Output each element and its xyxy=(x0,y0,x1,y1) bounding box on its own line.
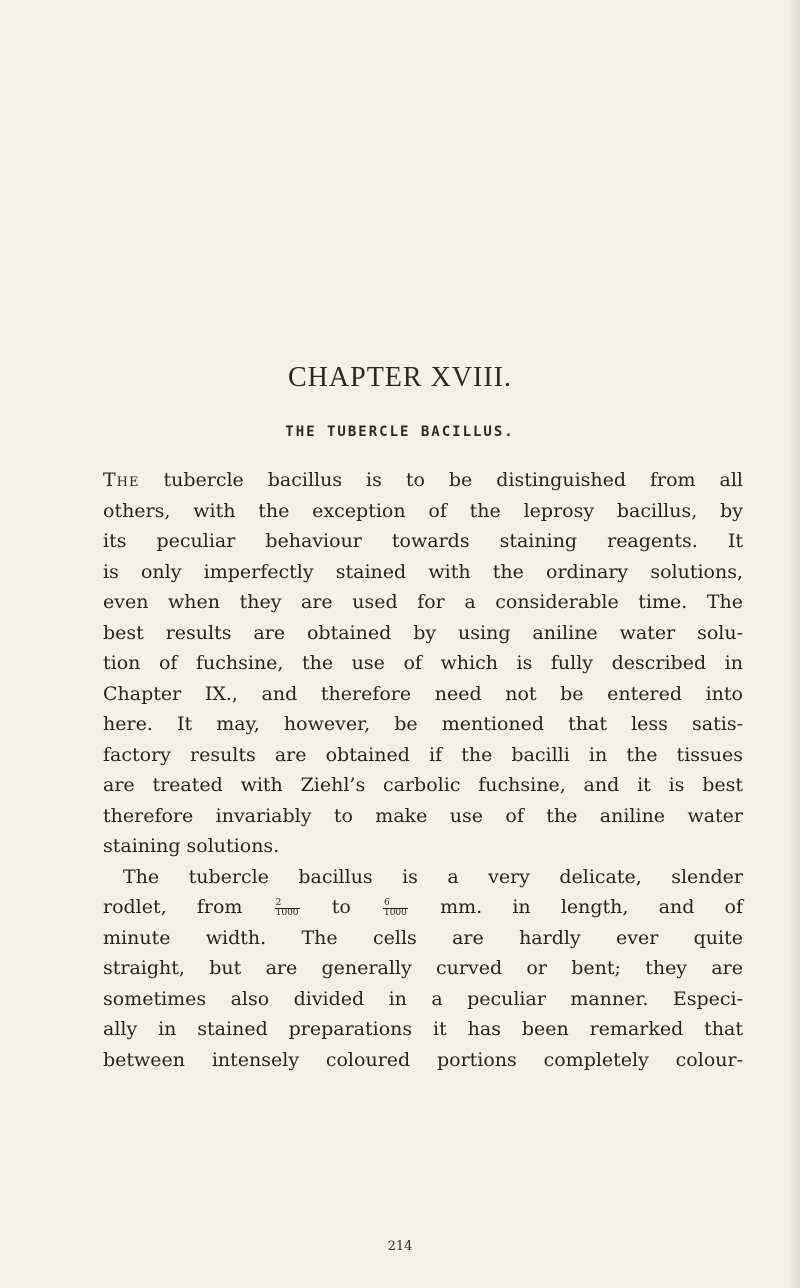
page-number: 214 xyxy=(387,1239,413,1254)
text-line: The tubercle bacillus is a very delicate, slender xyxy=(123,865,743,888)
text-line: minute width. The cells are hardly ever quite xyxy=(103,926,743,949)
text-segment: tubercle bacillus is to be distinguished from all xyxy=(163,469,743,491)
text-line: here. It may, however, be mentioned that less satis- xyxy=(103,713,743,735)
text-line: best results are obtained by using aniline water solu- xyxy=(103,621,743,644)
fraction-numerator: 2 xyxy=(275,899,300,909)
text-line-with-fractions xyxy=(103,892,743,923)
fraction-denominator: 1000 xyxy=(383,907,407,918)
text-line: others, with the exception of the leprosy bacillus, by xyxy=(103,499,743,522)
drop-word: The xyxy=(103,469,140,491)
text-line: are treated with Ziehl’s carbolic fuchsine, and it is best xyxy=(103,774,743,796)
text-line: even when they are used for a considerable time. The xyxy=(103,591,743,613)
text-line: straight, but are generally curved or bent; they are xyxy=(103,957,743,979)
chapter-heading: CHAPTER XVIII. xyxy=(288,362,512,393)
text-line: between intensely coloured portions completely colour- xyxy=(103,1048,743,1071)
text-segment: mm. in length, and of xyxy=(440,896,744,918)
text-line: ally in stained preparations it has been remarked that xyxy=(103,1018,743,1040)
text-line: tion of fuchsine, the use of which is fully described in xyxy=(103,652,743,674)
body-text xyxy=(103,465,743,1075)
page-edge-shadow xyxy=(788,0,800,1288)
text-line: is only imperfectly stained with the ordinary solutions, xyxy=(103,560,743,583)
text-line: factory results are obtained if the bacilli in the tissues xyxy=(103,743,743,766)
section-title: THE TUBERCLE BACILLUS. xyxy=(285,424,515,440)
text-segment: rodlet, from xyxy=(103,896,243,918)
text-line: its peculiar behaviour towards staining reagents. It xyxy=(103,530,743,552)
text-line: staining solutions. xyxy=(103,835,280,857)
fraction xyxy=(383,899,408,918)
text-line: Chapter IX., and therefore need not be entered into xyxy=(103,682,743,705)
fraction-numerator: 6 xyxy=(383,899,408,909)
text-line: therefore invariably to make use of the aniline water xyxy=(103,804,743,827)
text-line: sometimes also divided in a peculiar manner. Especi- xyxy=(103,987,743,1010)
fraction-denominator: 1000 xyxy=(275,907,299,918)
text-segment: to xyxy=(331,896,351,918)
text-line xyxy=(103,465,743,496)
fraction xyxy=(275,899,300,918)
